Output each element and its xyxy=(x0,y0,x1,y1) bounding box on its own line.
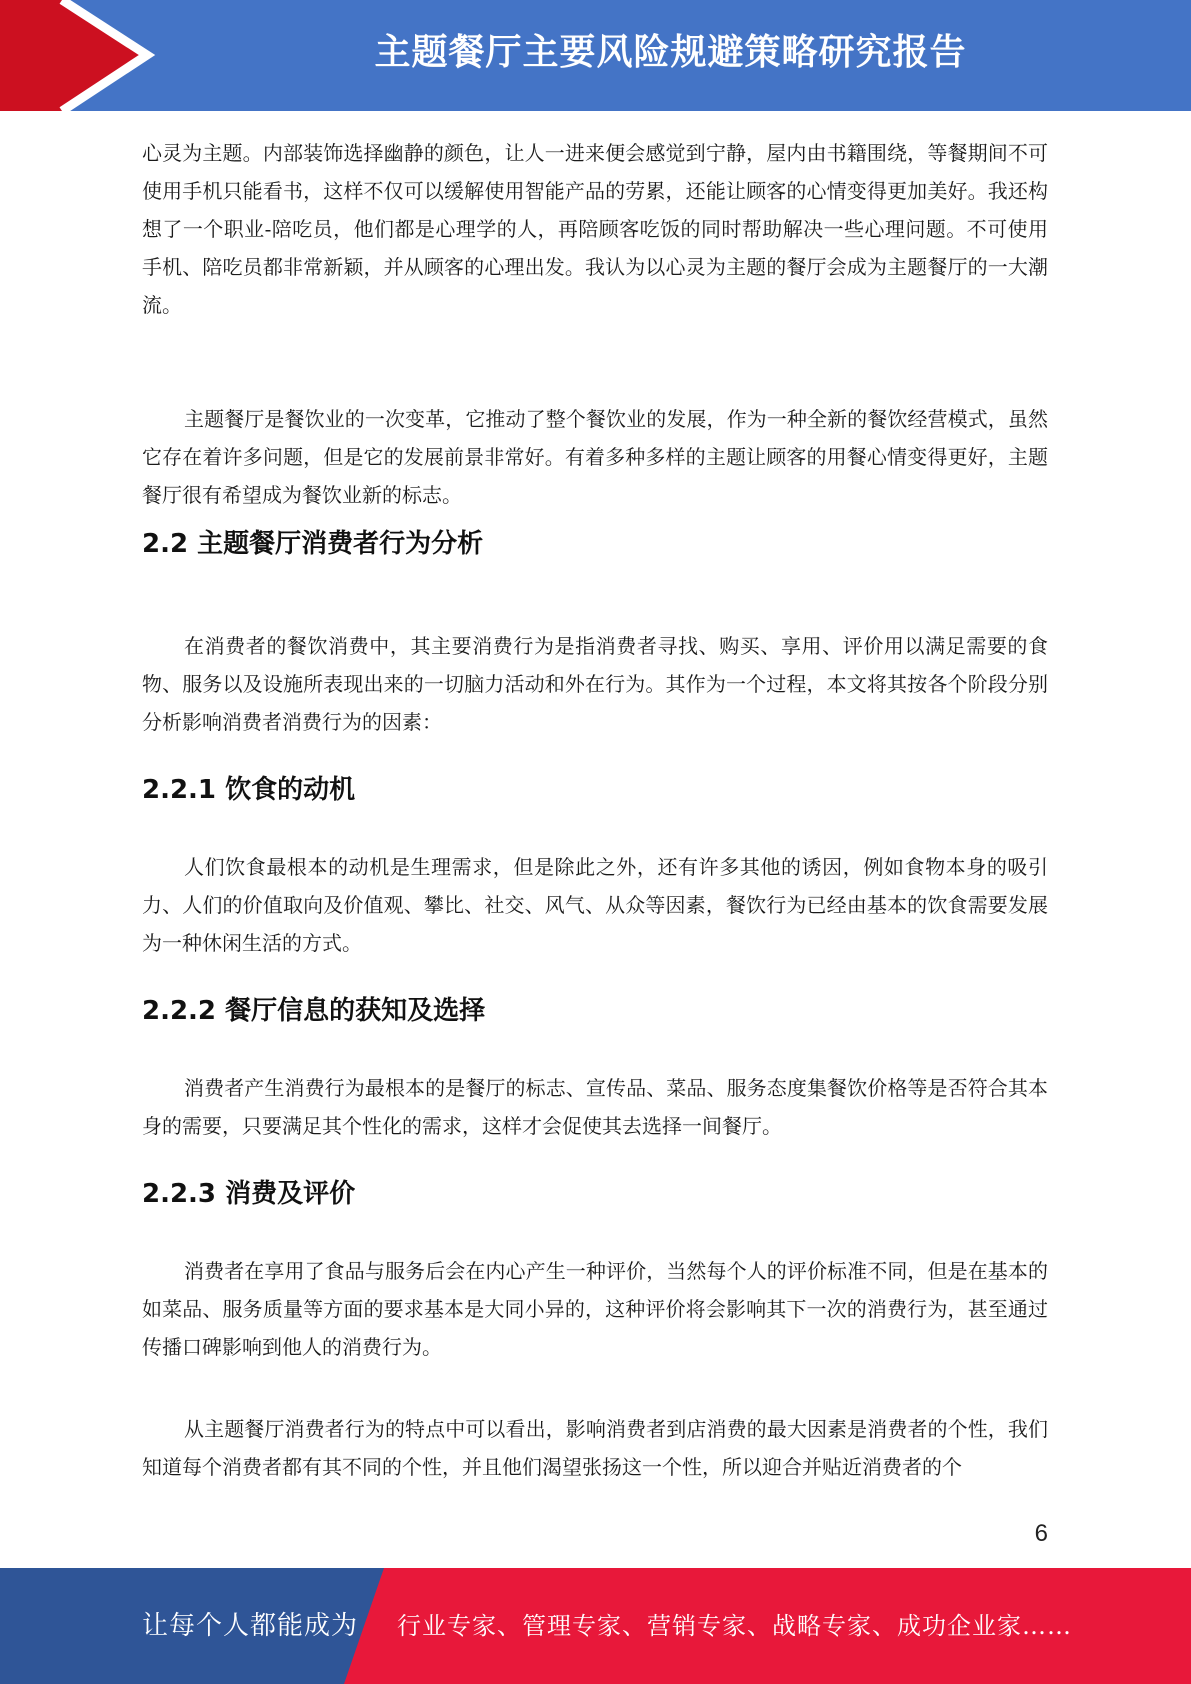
paragraph: 从主题餐厅消费者行为的特点中可以看出，影响消费者到店消费的最大因素是消费者的个性，我们知道每个消费者都有其不同的个性，并且他们渴望张扬这一个性，所以迎合并贴近消费者的个 xyxy=(142,1417,1048,1479)
paragraph: 心灵为主题。内部装饰选择幽静的颜色，让人一进来便会感觉到宁静，屋内由书籍围绕，等餐期间不可使用手机只能看书，这样不仅可以缓解使用智能产品的劳累，还能让顾客的心情变得更加美好。我还构想了一个职业-陪吃员，他们都是心理学的人，再陪顾客吃饭的同时帮助解决一些心理问题。不可使用手机、陪吃员都非常新颖，并从顾客的心理出发。我认为以心灵为主题的餐厅会成为主题餐厅的一大潮流。 xyxy=(142,141,1048,317)
header-arrow-decoration xyxy=(0,0,160,111)
footer-slogan-right: 行业专家、管理专家、营销专家、战略专家、成功企业家…… xyxy=(397,1612,1072,1640)
paragraph: 消费者产生消费行为最根本的是餐厅的标志、宣传品、菜品、服务态度集餐饮价格等是否符合其本身的需要，只要满足其个性化的需求，这样才会促使其去选择一间餐厅。 xyxy=(142,1076,1048,1138)
section-heading-2-2: 2.2 主题餐厅消费者行为分析 xyxy=(142,529,484,559)
page-header xyxy=(0,0,1191,111)
paragraph: 主题餐厅是餐饮业的一次变革，它推动了整个餐饮业的发展，作为一种全新的餐饮经营模式，虽然它存在着许多问题，但是它的发展前景非常好。有着多种多样的主题让顾客的用餐心情变得更好，主题餐厅很有希望成为餐饮业新的标志。 xyxy=(142,407,1048,507)
paragraph: 消费者在享用了食品与服务后会在内心产生一种评价，当然每个人的评价标准不同，但是在基本的如菜品、服务质量等方面的要求基本是大同小异的，这种评价将会影响其下一次的消费行为，甚至通过传播口碑影响到他人的消费行为。 xyxy=(142,1259,1048,1359)
section-heading-2-2-2: 2.2.2 餐厅信息的获知及选择 xyxy=(142,996,486,1026)
page-footer xyxy=(0,1568,1191,1684)
page-number: 6 xyxy=(1034,1520,1048,1547)
paragraph: 在消费者的餐饮消费中，其主要消费行为是指消费者寻找、购买、享用、评价用以满足需要的食物、服务以及设施所表现出来的一切脑力活动和外在行为。其作为一个过程，本文将其按各个阶段分别分析影响消费者消费行为的因素： xyxy=(142,634,1048,734)
document-title: 主题餐厅主要风险规避策略研究报告 xyxy=(374,32,967,73)
section-heading-2-2-1: 2.2.1 饮食的动机 xyxy=(142,775,356,805)
page-content xyxy=(142,134,1048,1486)
footer-slogan-left: 让每个人都能成为 xyxy=(142,1611,359,1641)
paragraph: 人们饮食最根本的动机是生理需求，但是除此之外，还有许多其他的诱因，例如食物本身的吸引力、人们的价值取向及价值观、攀比、社交、风气、从众等因素，餐饮行为已经由基本的饮食需要发展为一种休闲生活的方式。 xyxy=(142,855,1048,955)
section-heading-2-2-3: 2.2.3 消费及评价 xyxy=(142,1179,356,1209)
